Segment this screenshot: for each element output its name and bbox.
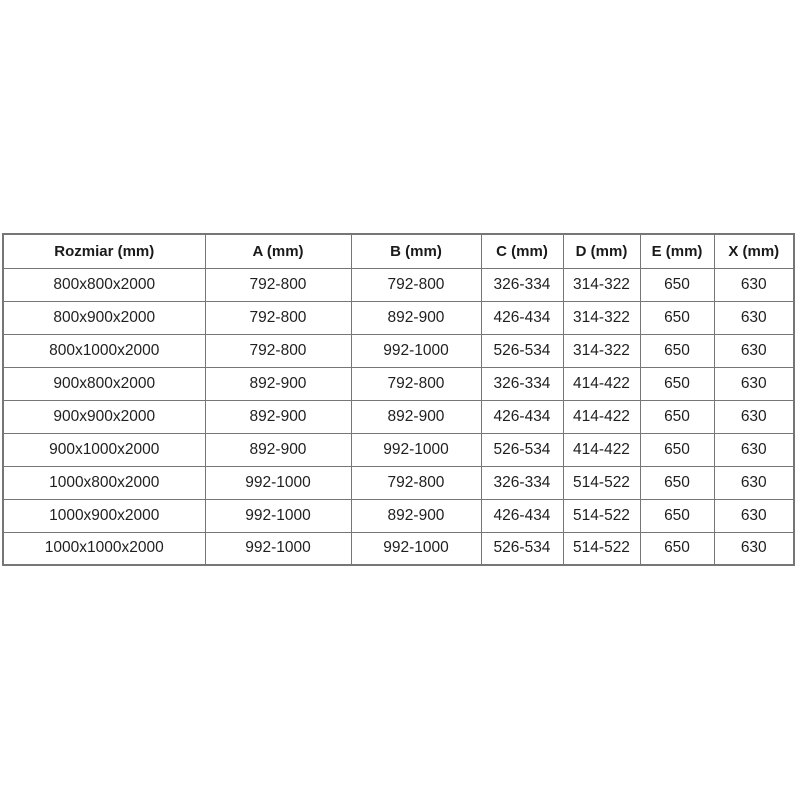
table-cell: 414-422 bbox=[563, 400, 640, 433]
table-cell: 650 bbox=[640, 400, 714, 433]
table-cell: 326-334 bbox=[481, 367, 563, 400]
table-cell: 650 bbox=[640, 268, 714, 301]
table-cell: 792-800 bbox=[351, 268, 481, 301]
table-cell: 892-900 bbox=[205, 433, 351, 466]
table-cell: 514-522 bbox=[563, 466, 640, 499]
table-cell: 992-1000 bbox=[351, 334, 481, 367]
table-cell: 630 bbox=[714, 532, 794, 565]
spec-table bbox=[2, 233, 795, 566]
table-row bbox=[3, 268, 794, 301]
table-cell: 1000x900x2000 bbox=[3, 499, 205, 532]
spec-table-body bbox=[3, 268, 794, 565]
table-row bbox=[3, 301, 794, 334]
table-cell: 630 bbox=[714, 301, 794, 334]
table-cell: 650 bbox=[640, 433, 714, 466]
table-cell: 650 bbox=[640, 301, 714, 334]
table-cell: 1000x1000x2000 bbox=[3, 532, 205, 565]
table-cell: 800x800x2000 bbox=[3, 268, 205, 301]
table-cell: 630 bbox=[714, 334, 794, 367]
table-cell: 526-534 bbox=[481, 433, 563, 466]
table-cell: 630 bbox=[714, 400, 794, 433]
table-cell: 992-1000 bbox=[205, 466, 351, 499]
column-header-0: Rozmiar (mm) bbox=[3, 234, 205, 268]
table-cell: 900x1000x2000 bbox=[3, 433, 205, 466]
table-row bbox=[3, 367, 794, 400]
table-row bbox=[3, 400, 794, 433]
table-cell: 992-1000 bbox=[205, 532, 351, 565]
header-row bbox=[3, 234, 794, 268]
table-cell: 992-1000 bbox=[351, 433, 481, 466]
table-cell: 314-322 bbox=[563, 268, 640, 301]
table-cell: 630 bbox=[714, 367, 794, 400]
column-header-6: X (mm) bbox=[714, 234, 794, 268]
table-cell: 414-422 bbox=[563, 433, 640, 466]
table-cell: 650 bbox=[640, 367, 714, 400]
table-cell: 900x800x2000 bbox=[3, 367, 205, 400]
table-cell: 630 bbox=[714, 499, 794, 532]
table-cell: 414-422 bbox=[563, 367, 640, 400]
table-cell: 792-800 bbox=[351, 367, 481, 400]
table-cell: 514-522 bbox=[563, 499, 640, 532]
table-cell: 792-800 bbox=[351, 466, 481, 499]
table-row bbox=[3, 433, 794, 466]
column-header-5: E (mm) bbox=[640, 234, 714, 268]
table-cell: 792-800 bbox=[205, 268, 351, 301]
table-cell: 892-900 bbox=[205, 367, 351, 400]
column-header-4: D (mm) bbox=[563, 234, 640, 268]
table-cell: 800x1000x2000 bbox=[3, 334, 205, 367]
table-cell: 426-434 bbox=[481, 499, 563, 532]
table-cell: 892-900 bbox=[351, 301, 481, 334]
column-header-2: B (mm) bbox=[351, 234, 481, 268]
table-cell: 526-534 bbox=[481, 334, 563, 367]
table-cell: 792-800 bbox=[205, 334, 351, 367]
table-row bbox=[3, 499, 794, 532]
table-cell: 514-522 bbox=[563, 532, 640, 565]
table-cell: 992-1000 bbox=[205, 499, 351, 532]
table-cell: 892-900 bbox=[205, 400, 351, 433]
table-row bbox=[3, 466, 794, 499]
table-cell: 526-534 bbox=[481, 532, 563, 565]
table-cell: 800x900x2000 bbox=[3, 301, 205, 334]
table-cell: 630 bbox=[714, 433, 794, 466]
table-cell: 630 bbox=[714, 466, 794, 499]
table-cell: 314-322 bbox=[563, 334, 640, 367]
table-cell: 1000x800x2000 bbox=[3, 466, 205, 499]
table-cell: 326-334 bbox=[481, 268, 563, 301]
table-cell: 892-900 bbox=[351, 400, 481, 433]
table-cell: 900x900x2000 bbox=[3, 400, 205, 433]
table-cell: 792-800 bbox=[205, 301, 351, 334]
column-header-3: C (mm) bbox=[481, 234, 563, 268]
table-cell: 426-434 bbox=[481, 301, 563, 334]
table-cell: 650 bbox=[640, 466, 714, 499]
table-cell: 650 bbox=[640, 532, 714, 565]
table-cell: 630 bbox=[714, 268, 794, 301]
table-cell: 892-900 bbox=[351, 499, 481, 532]
table-cell: 650 bbox=[640, 499, 714, 532]
column-header-1: A (mm) bbox=[205, 234, 351, 268]
table-row bbox=[3, 334, 794, 367]
table-row bbox=[3, 532, 794, 565]
spec-table-head bbox=[3, 234, 794, 268]
table-cell: 314-322 bbox=[563, 301, 640, 334]
table-cell: 426-434 bbox=[481, 400, 563, 433]
table-cell: 650 bbox=[640, 334, 714, 367]
table-cell: 992-1000 bbox=[351, 532, 481, 565]
table-cell: 326-334 bbox=[481, 466, 563, 499]
